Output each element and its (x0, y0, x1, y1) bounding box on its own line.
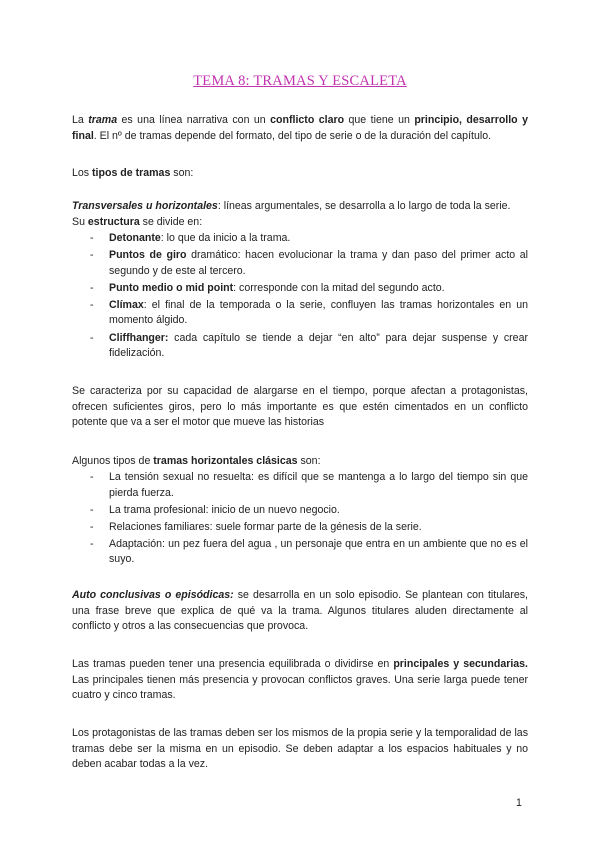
classic-list (72, 470, 528, 570)
structure-term: Cliffhanger: (109, 331, 169, 344)
intro-paragraph: La trama es una línea narrativa con un conflicto claro que tiene un principio, desarrollo y final. El nº de tramas depende del formato, del tipo de serie o de la duración del capítulo. (72, 114, 528, 142)
structure-list (72, 231, 528, 363)
classic-heading: Algunos tipos de tramas horizontales clásicas son: (72, 455, 321, 467)
auto-paragraph: Auto conclusivas o episódicas: se desarrolla en un solo episodio. Se plantean con titulares, una frase breve que explica de qué va la trama. Algunos titulares aluden directamente al conflicto y otros a las consecuencias que provoca. (72, 589, 528, 633)
classic-list-item: - La trama profesional: inicio de un nuevo negocio. (72, 503, 528, 519)
structure-text: dramático: hacen evolucionar la trama y dan paso del primer acto al segundo y de este al tercero. (109, 249, 529, 277)
structure-list-item (72, 281, 528, 297)
structure-list-item (72, 331, 528, 362)
page-number: 1 (516, 797, 522, 809)
page-title: TEMA 8: TRAMAS Y ESCALETA (193, 73, 407, 89)
structure-list-item (72, 231, 528, 247)
presence-paragraph: Las tramas pueden tener una presencia equilibrada o dividirse en principales y secundarias. Las principales tienen más presencia y provocan conflictos graves. Una serie larga puede tener cuatro y cinco tramas. (72, 658, 529, 702)
classic-list-item: - Adaptación: un pez fuera del agua , un personaje que entra en un ambiente que no es el suyo. (72, 537, 528, 568)
structure-text: : el final de la temporada o la serie, confluyen las tramas horizontales en un momento álgido. (109, 298, 528, 327)
classic-list-item: - Relaciones familiares: suele formar parte de la génesis de la serie. (72, 520, 528, 536)
structure-text: : corresponde con la mitad del segundo acto. (233, 281, 445, 294)
classic-list-item: - La tensión sexual no resuelta: es difícil que se mantenga a lo largo del tiempo sin que pierda fuerza. (72, 470, 528, 501)
types-heading: Los tipos de tramas son: (72, 167, 194, 179)
protagonists-paragraph: Los protagonistas de las tramas deben ser los mismos de la propia serie y la temporalidad de las tramas debe ser la misma en un episodio. Se deben adaptar a los espacios habituales y no deben acabar todas a la vez. (72, 727, 528, 771)
structure-term: Detonante (109, 232, 161, 244)
structure-text: cada capítulo se tiende a dejar “en alto” para dejar suspense y crear fidelización. (109, 331, 528, 360)
transversales-paragraph: Transversales u horizontales: líneas argumentales, se desarrolla a lo largo de toda la serie. Su estructura se divide en: (72, 200, 511, 228)
structure-term: Puntos de giro (109, 249, 187, 262)
structure-list-item (72, 298, 528, 329)
structure-text: : lo que da inicio a la trama. (160, 232, 291, 244)
characterized-paragraph: Se caracteriza por su capacidad de alargarse en el tiempo, porque afectan a protagonistas, ofrecen suficientes giros, pero lo más importante es que estén cimentados en un conflicto potente que va a ser el motor que mueve las historias (72, 385, 528, 429)
structure-term: Clímax (109, 298, 144, 311)
structure-list-item (72, 248, 528, 279)
structure-term: Punto medio o mid point (109, 281, 234, 294)
